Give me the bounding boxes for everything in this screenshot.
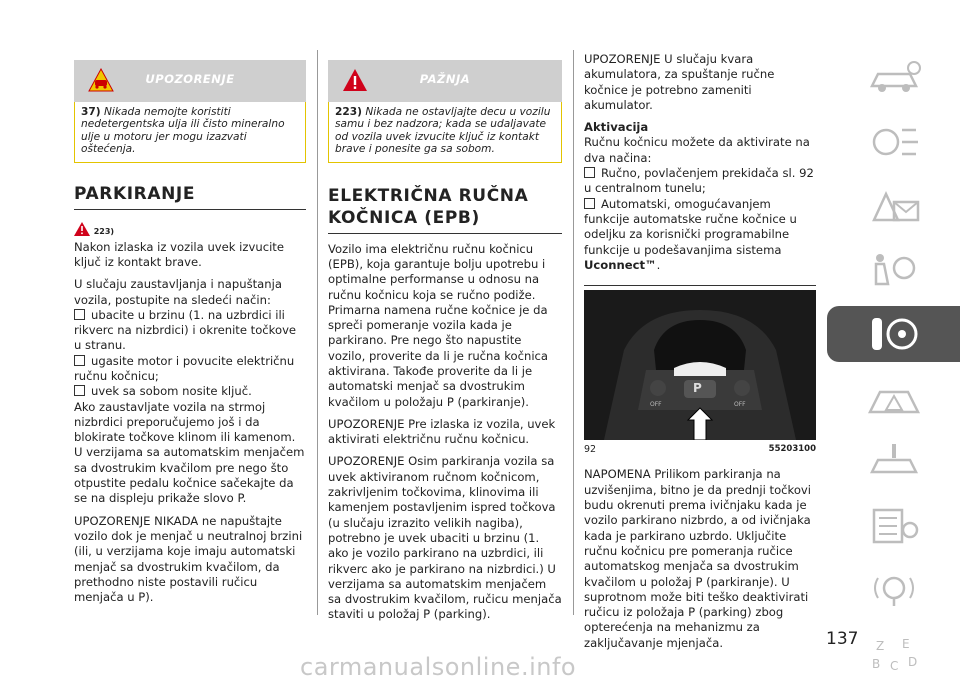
svg-text:Z: Z [875, 639, 884, 653]
epb-console-illustration [584, 290, 816, 440]
column-1 [74, 0, 306, 612]
figure-code: 55203100 [768, 444, 816, 455]
seat-airbag-icon [864, 250, 924, 290]
warning-text: Nikada ne ostavljajte decu u vozilu samu i bez nadzora; kada se udaljavate od vozila uvek izvucite ključ iz kontakt brave i ponesite ga sa sobom. [335, 106, 551, 156]
tab-key-steering[interactable] [827, 306, 960, 362]
bullet-icon [74, 355, 85, 366]
wrench-car-icon [864, 442, 924, 482]
bullet-text: uvek sa sobom nosite ključ. [91, 384, 252, 399]
paragraph: Nakon izlaska iz vozila uvek izvucite ključ iz kontakt brave. [74, 239, 284, 269]
paragraph: NAPOMENA Prilikom parkiranja na uzvišenjima, bitno je da prednji točkovi budu okrenuti prema ivičnjaku kada je vozilo parkirano nizbrdo, a od ivičnjaka kada je parkirano uzbrdo. Uključite ručnu kočnicu pre pomeranja ručice automatskog menjača sa dvostrukim kvačilom u položaj P (parkiranje). U suprotnom može biti teško deaktivirati ručicu iz položaja P (parking) zbog opterećenja na mehanizmu za zaključavanje mjenjača. [584, 467, 812, 650]
off-label-right: OFF [734, 401, 746, 409]
paragraph: U verzijama sa automatskim menjačem sa dvostrukim kvačilom pre nego što otpustite pedalu kočnice sačekajte da se na displeju prikaže slovo P. [74, 445, 305, 506]
bullet-item [74, 384, 306, 399]
period: . [656, 257, 661, 272]
tab-car-info[interactable] [827, 50, 960, 106]
bullet-text: ugasite motor i povucite električnu ručnu kočnicu; [74, 353, 295, 383]
attention-header-box [328, 60, 562, 102]
bullet-item [584, 197, 816, 273]
off-label-left: OFF [650, 401, 662, 409]
svg-text:B: B [871, 657, 880, 671]
section-title-epb-1: ELEKTRIČNA RUČNA [328, 185, 529, 206]
svg-text:D: D [907, 655, 917, 669]
warning-header-box [74, 60, 306, 102]
warning-note [74, 102, 306, 163]
bullet-item [584, 166, 816, 197]
tab-seat-airbag[interactable] [827, 242, 960, 298]
paragraph: U slučaju zaustavljanja i napuštanja vozila, postupite na sledeći način: [74, 277, 282, 307]
svg-text:C: C [889, 659, 898, 673]
paragraph: Vozilo ima električnu ručnu kočnicu (EPB), koja garantuje bolju upotrebu i optimalne performanse u odnosu na ručnu kočnicu koja se ručno podiže. Primarna namena ručne kočnice je da spreči pomeranje vozila kada je parkirano. Pre nego što napustite vozilo, proverite da li je ručna kočnica aktivirana. Takođe proverite da li je automatski menjač sa dvostrukim kvačilom u položaju P (parkiranje). [328, 241, 549, 409]
key-steering-icon [864, 314, 924, 354]
footer-watermark: carmanualsonline.info [300, 653, 577, 681]
bullet-text: Automatski, omogućavanjem funkcije automatske ručne kočnice u odeljku za korisnički programabilne funkcije u podešavanjima sistema [584, 196, 797, 257]
tab-specs-list[interactable] [827, 498, 960, 554]
paragraph: UPOZORENJE U slučaju kvara akumulatora, za spuštanje ručne kočnice je potrebno zameniti akumulator. [584, 52, 775, 112]
bullet-item [74, 354, 306, 385]
tab-warning-car[interactable] [827, 370, 960, 426]
warning-num: 37) [81, 106, 101, 118]
bullet-icon [74, 385, 85, 396]
tab-dashboard-lights[interactable] [827, 114, 960, 170]
column-3 [584, 0, 816, 658]
bullet-icon [74, 309, 85, 320]
danger-icon [74, 222, 90, 236]
warning-label: UPOZORENJE [145, 72, 235, 86]
paragraph: Ako zaustavljate vozila na strmoj nizbrdici preporučujemo još i da blokirate točkove klinom ili kamenom. [74, 399, 296, 445]
attention-label: PAŽNJA [419, 72, 471, 86]
bullet-item [74, 308, 306, 354]
tab-warning-mail[interactable] [827, 178, 960, 234]
paragraph: Ručnu kočnicu možete da aktivirate na dva načina: [584, 135, 810, 165]
bullet-icon [584, 167, 595, 178]
figure-caption [584, 442, 816, 457]
column-divider [317, 50, 318, 615]
epb-p-label: P [693, 381, 702, 396]
index-letters-icon [864, 634, 924, 674]
paragraph: UPOZORENJE Pre izlaska iz vozila, uvek aktivirati električnu ručnu kočnicu. [328, 416, 556, 447]
warning-text: Nikada nemojte koristiti nedetergentska ulja ili čisto mineralno ulje u motoru jer mogu izazvati oštećenja. [81, 106, 285, 156]
dashboard-lights-icon [864, 122, 924, 162]
warning-mail-icon [864, 186, 924, 226]
section-title-epb-2: KOČNICA (EPB) [328, 207, 562, 234]
subhead-aktivacija: Aktivacija [584, 120, 649, 135]
ref-number: 223) [93, 226, 115, 236]
bullet-text: ubacite u brzinu (1. na uzbrdici ili rikverc na nizbrdici) i okrenite točkove u stranu. [74, 307, 297, 353]
warning-triangle-car-icon [864, 378, 924, 418]
svg-text:E: E [901, 637, 910, 651]
multimedia-icon [864, 570, 924, 610]
bullet-icon [584, 198, 595, 209]
attention-note [328, 102, 562, 163]
paragraph: UPOZORENJE NIKADA ne napuštajte vozilo dok je menjač u neutralnoj brzini (ili, u verzijama koje imaju automatski menjač sa dvostrukim kvačilom, da prethodno niste postavili ručicu menjača u P). [74, 513, 303, 605]
column-divider [573, 50, 574, 615]
tab-wrench-car[interactable] [827, 434, 960, 490]
paragraph: UPOZORENJE Osim parkiranja vozila sa uvek aktiviranom ručnom kočnicom, zakrivljenim točkovima, klinovima ili kamenjem postavljenim ispred točkova (u slučaju izrazito velikih nagiba), potrebno je uvek ubaciti u brzinu (1. ako je vozilo parkirano na uzbrdici, ili rikverc ako je parkirano na nizbrdici.) U verzijama sa automatskim menjačem sa dvostrukim kvačilom, ručicu menjača staviti u položaj P (parking). [328, 454, 562, 622]
chapter-tabs [827, 50, 960, 690]
specs-list-icon [864, 506, 924, 546]
page-number: 137 [826, 629, 859, 649]
tab-multimedia[interactable] [827, 562, 960, 618]
uconnect-brand: Uconnect™ [584, 257, 657, 272]
car-info-icon [864, 58, 924, 98]
figure-number: 92 [584, 444, 597, 456]
figure-epb-switch [584, 290, 816, 440]
section-title-parkiranje: PARKIRANJE [74, 183, 306, 210]
warning-num: 223) [335, 106, 362, 118]
bullet-text: Ručno, povlačenjem prekidača sl. 92 u centralnom tunelu; [584, 166, 814, 196]
column-2 [328, 0, 562, 630]
